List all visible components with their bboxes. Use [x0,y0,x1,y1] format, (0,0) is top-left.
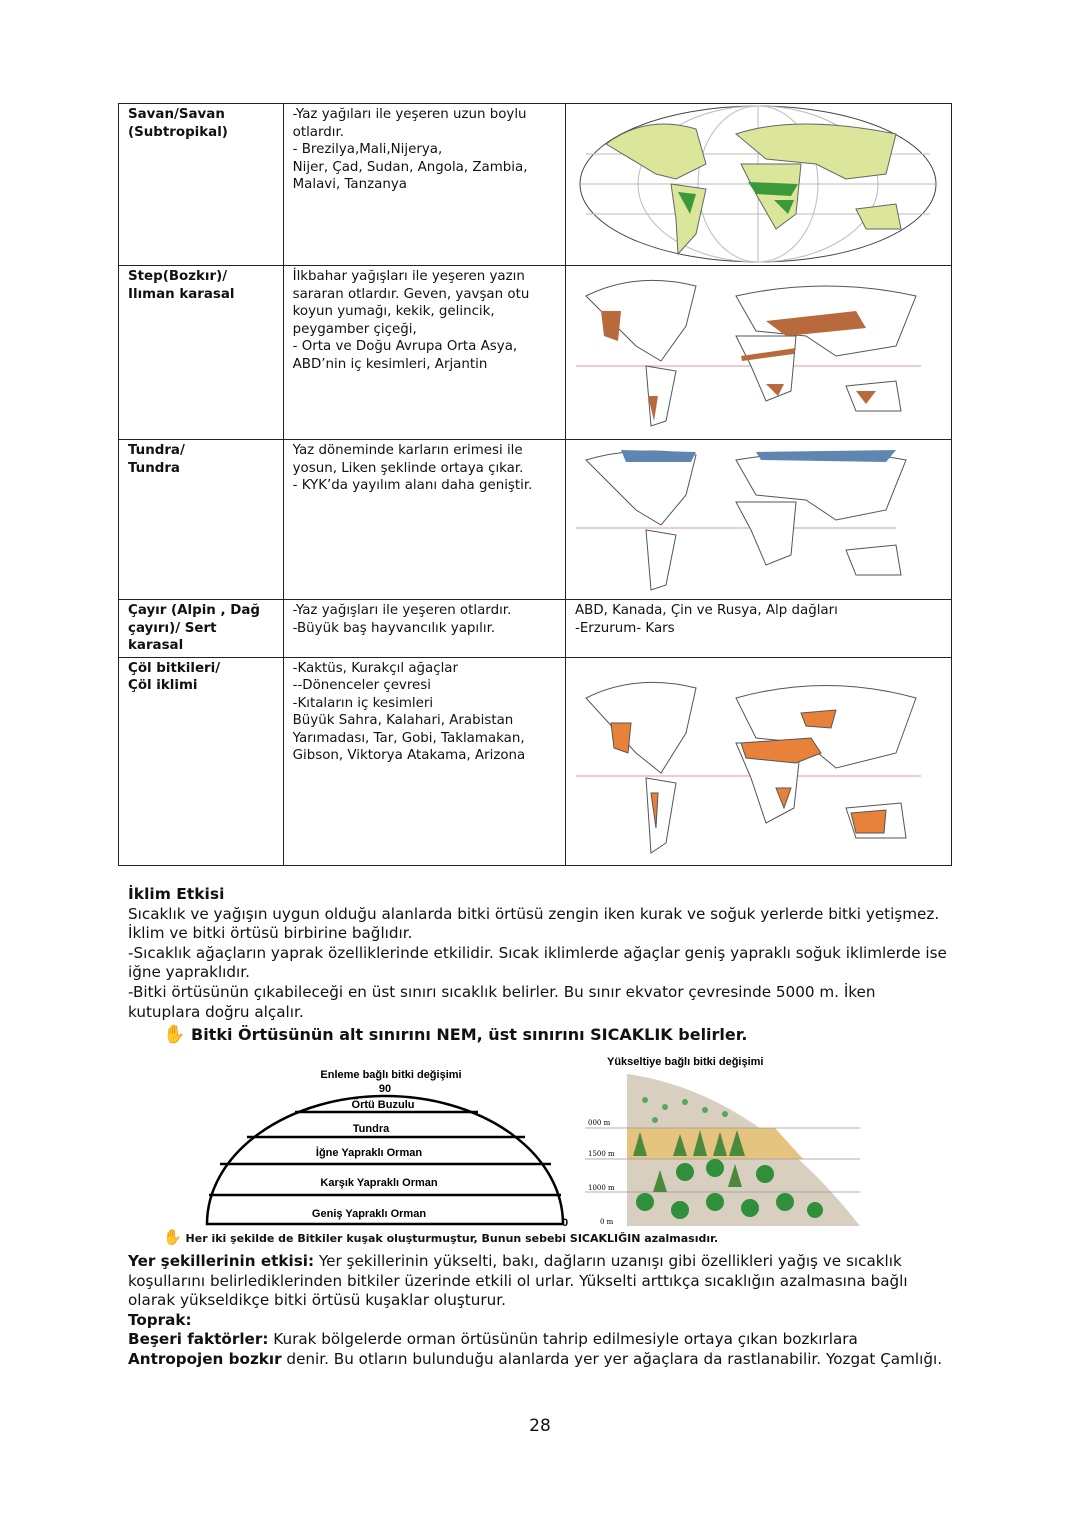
table-row [119,440,952,600]
desc-line: Büyük Sahra, Kalahari, Arabistan [292,713,514,728]
type-name: Ilıman karasal [128,286,235,302]
type-name: Çayır (Alpin , Dağ [128,603,260,618]
label-0: 0 [561,1217,569,1229]
key-note-text: Bitki Örtüsünün alt sınırını NEM, üst sınırını SICAKLIK belirler. [191,1025,748,1044]
type-cell [119,657,284,865]
table-row [119,266,952,440]
other-factors [128,1252,948,1370]
desc-cell [283,104,565,266]
map-cell [565,440,951,600]
desert-world-map [566,658,951,864]
type-cell [119,440,284,600]
height-label: 0 m [600,1218,614,1226]
desc-cell [283,440,565,600]
diagram-caption [163,1228,718,1246]
vegetation-table [118,103,952,866]
type-cell [119,266,284,440]
type-name: Tundra/ [128,443,185,458]
section-heading: İklim Etkisi [128,885,225,903]
type-name: karasal [128,638,184,653]
desc-line: - Orta ve Doğu Avrupa Orta Asya, [292,339,518,354]
desc-line: otlardır. [292,124,345,140]
desc-line: -Büyük baş hayvancılık yapılır. [292,620,496,636]
type-name: Çöl iklimi [128,678,198,693]
desc-line: peygamber çiçeği, [292,321,417,337]
table-row [119,104,952,266]
paragraph: Sıcaklık ve yağışın uygun olduğu alanlarda bitki örtüsü zengin iken kurak ve soğuk yerlerde bitki yetişmez. İklim ve bitki örtüsü birbirine bağlıdır. [128,904,940,943]
region-line: -Erzurum- Kars [574,620,675,636]
height-label: 1500 m [588,1150,615,1158]
zone-label: Örtü Buzulu [351,1099,415,1111]
type-name: Step(Bozkır)/ [128,269,228,284]
text: Kurak bölgelerde orman örtüsünün tahrip edilmesiyle ortaya çıkan bozkırlara [268,1330,858,1349]
region-cell [565,600,951,658]
map-cell [565,657,951,865]
paragraph [128,1252,948,1311]
table-row [119,600,952,658]
height-label: 000 m [588,1119,611,1127]
zone-label: Karşık Yapraklı Orman [320,1177,438,1189]
type-name: (Subtropikal) [128,124,228,140]
table-row [119,657,952,865]
map-cell [565,266,951,440]
type-cell [119,104,284,266]
desc-line: -Yaz yağıları ile yeşeren uzun boylu [292,107,527,122]
desc-line: yosun, Liken şeklinde ortaya çıkar. [292,460,524,476]
desc-line: sararan otlardır. Geven, yavşan otu [292,286,530,302]
desc-line: koyun yumağı, kekik, gelincik, [292,304,495,319]
zone-label: Tundra [352,1123,390,1135]
text: denir. Bu otların bulunduğu alanlarda yer yer ağaçlara da rastlanabilir. Yozgat Çamlığı. [281,1349,943,1368]
desc-line: - KYK’da yayılım alanı daha geniştir. [292,478,533,493]
label: Toprak: [128,1310,192,1329]
iklim-section [128,885,948,1022]
desc-line: -Kıtaların iç kesimleri [292,695,434,711]
altitude-zonation-diagram [585,1052,865,1230]
desc-cell [283,657,565,865]
diagram-title: Enleme bağlı bitki değişimi [320,1069,462,1081]
label: Beşeri faktörler: [128,1330,269,1349]
latitude-zonation-diagram [195,1062,585,1232]
height-label: 1000 m [588,1184,615,1192]
desc-line: --Dönenceler çevresi [292,678,431,693]
page-number: 28 [529,1416,551,1436]
diagram-title: Yükseltiye bağlı bitki değişimi [607,1056,764,1068]
paragraph: -Bitki örtüsünün çıkabileceği en üst sınırı sıcaklık belirler. Bu sınır ekvator çevresinde 5000 m. İken kutuplara doğru alçalır. [128,982,876,1021]
desc-cell [283,600,565,658]
desc-line: Malavi, Tanzanya [292,177,407,192]
desc-line: -Kaktüs, Kurakçıl ağaçlar [292,660,459,676]
tundra-world-map [566,440,951,598]
map-cell [565,104,951,266]
desc-line: ABD’nin iç kesimleri, Arjantin [292,356,488,372]
savanna-world-map [566,104,951,264]
hand-icon: ✋ [163,1024,186,1045]
paragraph: -Sıcaklık ağaçların yaprak özelliklerinde etkilidir. Sıcak iklimlerde ağaçlar geniş yapraklı soğuk iklimlerde ise iğne yapraklıdır. [128,943,947,982]
desc-line: Nijer, Çad, Sudan, Angola, Zambia, [292,159,528,175]
steppe-world-map [566,266,951,438]
key-note [163,1024,747,1045]
label-90: 90 [378,1083,392,1095]
desc-line: Yarımadası, Tar, Gobi, Taklamakan, [292,730,525,746]
desc-line: İlkbahar yağışları ile yeşeren yazın [292,269,525,284]
type-name: çayırı)/ Sert [128,620,217,636]
desc-line: Gibson, Viktorya Atakama, Arizona [292,748,526,763]
desc-cell [283,266,565,440]
zone-label: İğne Yapraklı Orman [315,1147,423,1159]
text: Yer şekillerinin yükselti, bakı, dağların uzanışı gibi özellikleri yağış ve sıcaklık koşullarını belirlediklerinden bitkiler üzerinde etkili ol urlar. Yükselti arttıkça sıcaklığın azalmasına bağlı olarak yükseldikçe bitki örtüsü kuşaklar oluşturur. [128,1252,908,1310]
caption-text: Her iki şekilde de Bitkiler kuşak oluşturmuştur, Bunun sebebi SICAKLIĞIN azalmasıdır. [185,1232,719,1245]
zone-label: Geniş Yapraklı Orman [311,1208,427,1220]
term: Antropojen bozkır [128,1349,282,1368]
paragraph [128,1330,948,1369]
region-line: ABD, Kanada, Çin ve Rusya, Alp dağları [574,603,838,618]
label: Yer şekillerinin etkisi: [128,1252,315,1270]
hand-icon: ✋ [163,1228,182,1246]
type-name: Çöl bitkileri/ [128,660,221,676]
desc-line: Yaz döneminde karların erimesi ile [292,443,523,458]
desc-line: -Yaz yağışları ile yeşeren otlardır. [292,603,512,618]
type-name: Tundra [128,460,180,476]
type-name: Savan/Savan [128,107,225,122]
type-cell [119,600,284,658]
desc-line: - Brezilya,Mali,Nijerya, [292,142,443,157]
